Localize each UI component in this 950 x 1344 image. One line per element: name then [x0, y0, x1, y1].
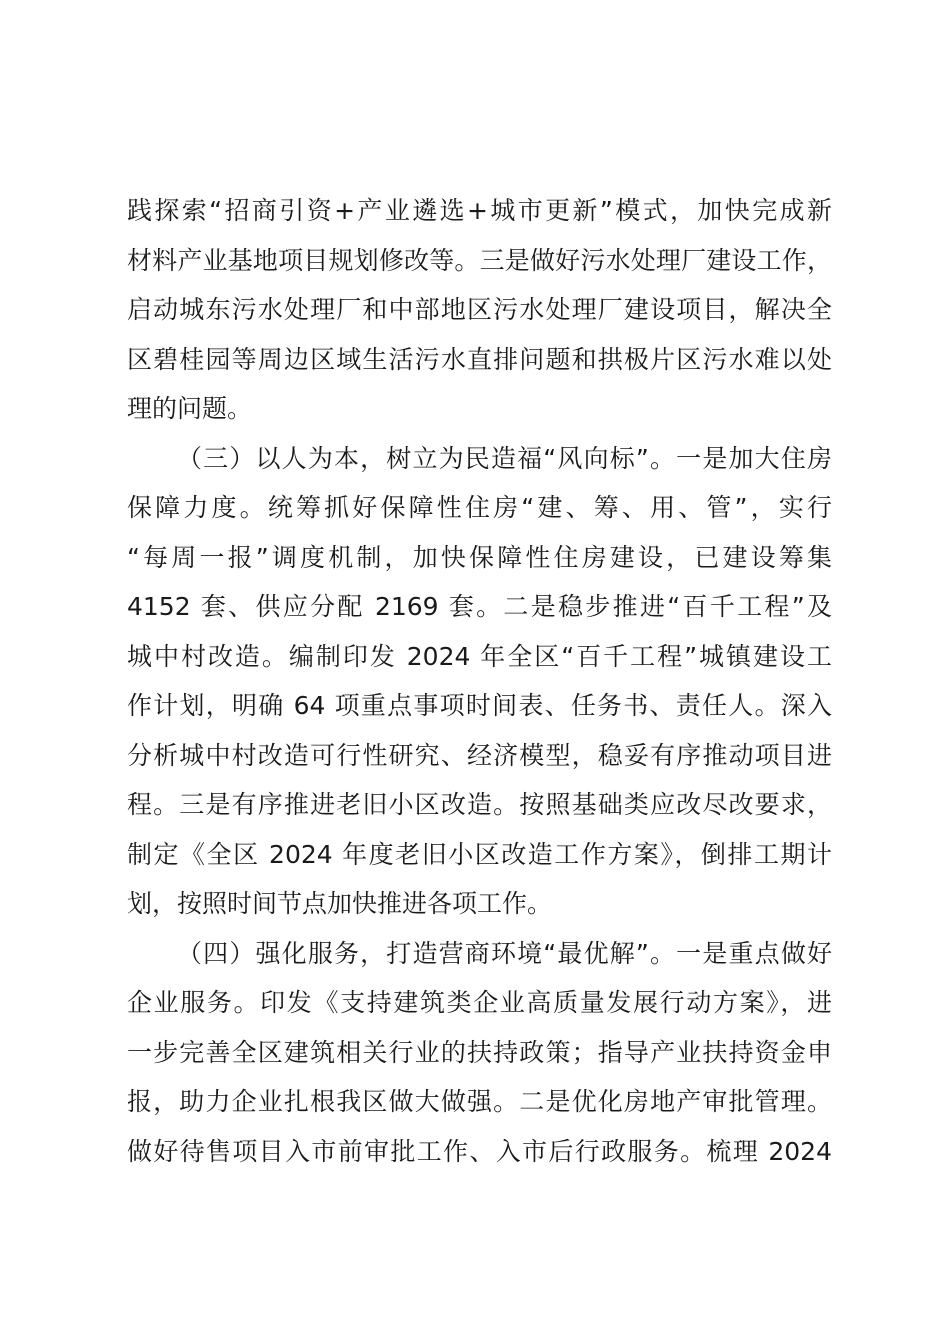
- text-line: 企业服务。印发《支持建筑类企业高质量发展行动方案》，进: [127, 988, 832, 1017]
- text-line: 理的问题。: [127, 394, 253, 423]
- text-line: 4152 套、供应分配 2169 套。二是稳步推进“百千工程”及: [127, 592, 832, 621]
- text-line: 制定《全区 2024 年度老旧小区改造工作方案》，倒排工期计: [127, 839, 832, 869]
- text-line: 划，按照时间节点加快推进各项工作。: [127, 889, 553, 918]
- text-line: 程。三是有序推进老旧小区改造。按照基础类应改尽改要求，: [127, 790, 832, 819]
- section-heading-line: （三）以人为本，树立为民造福“风向标”。一是加大住房: [177, 443, 832, 473]
- text-line: “每周一报”调度机制，加快保障性住房建设，已建设筹集: [127, 542, 832, 572]
- text-line: 报，助力企业扎根我区做大做强。二是优化房地产审批管理。: [127, 1087, 832, 1116]
- text-line: 启动城东污水处理厂和中部地区污水处理厂建设项目，解决全: [127, 295, 832, 324]
- text-line: 分析城中村改造可行性研究、经济模型，稳妥有序推动项目进: [127, 740, 832, 770]
- text-line: 材料产业基地项目规划修改等。三是做好污水处理厂建设工作，: [127, 245, 832, 275]
- text-line: 保障力度。统筹抓好保障性住房“建、筹、用、管”，实行: [127, 493, 832, 522]
- text-line: 践探索“招商引资+产业遴选+城市更新”模式，加快完成新: [127, 196, 832, 225]
- text-line: 区碧桂园等周边区域生活污水直排问题和拱极片区污水难以处: [127, 344, 832, 374]
- text-line: 一步完善全区建筑相关行业的扶持政策；指导产业扶持资金申: [127, 1037, 832, 1067]
- document-body: [127, 186, 832, 1176]
- section-heading-line: （四）强化服务，打造营商环境“最优解”。一是重点做好: [177, 938, 832, 968]
- text-line: 做好待售项目入市前审批工作、入市后行政服务。梳理 2024: [127, 1136, 832, 1166]
- text-line: 作计划，明确 64 项重点事项时间表、任务书、责任人。深入: [127, 691, 832, 720]
- text-line: 城中村改造。编制印发 2024 年全区“百千工程”城镇建设工: [127, 641, 832, 671]
